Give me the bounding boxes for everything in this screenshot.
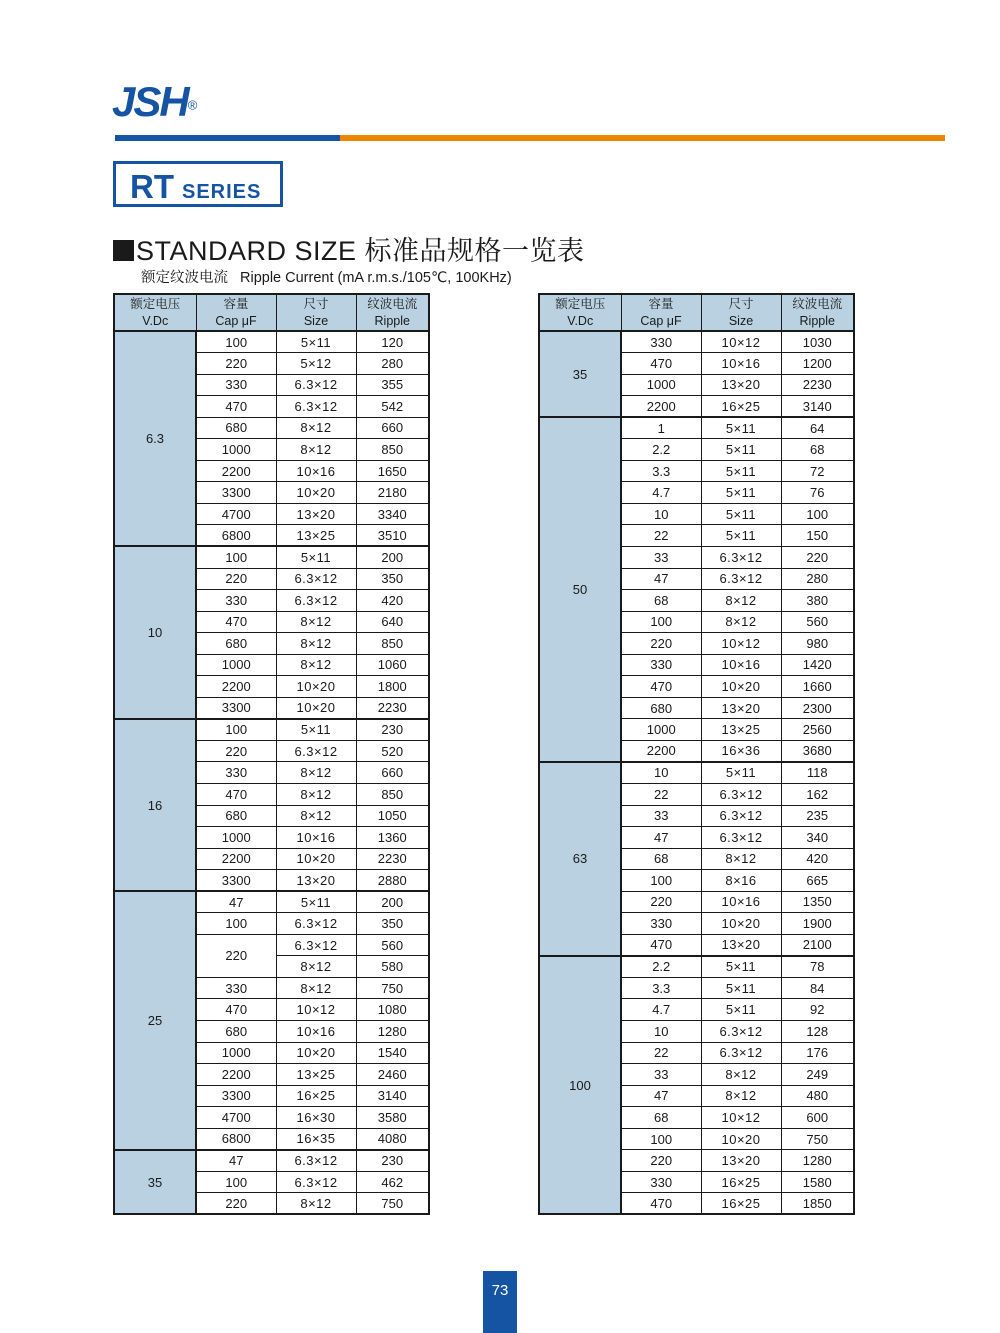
ripple-cell: 462 <box>356 1171 429 1193</box>
cap-cell: 470 <box>196 611 276 633</box>
ripple-cell: 850 <box>356 633 429 655</box>
ripple-cell: 560 <box>781 611 854 633</box>
ripple-cell: 480 <box>781 1085 854 1107</box>
cap-cell: 100 <box>621 870 701 892</box>
size-cell: 6.3×12 <box>701 827 781 849</box>
cap-cell: 680 <box>621 697 701 719</box>
size-cell: 10×16 <box>701 891 781 913</box>
table-row <box>114 331 429 353</box>
header-row <box>539 294 854 331</box>
size-cell: 6.3×12 <box>276 1150 356 1172</box>
cap-cell: 3300 <box>196 697 276 719</box>
cap-cell: 100 <box>196 546 276 568</box>
size-cell: 8×12 <box>701 611 781 633</box>
voltage-cell: 10 <box>114 546 196 718</box>
cap-cell: 220 <box>621 633 701 655</box>
ripple-cell: 68 <box>781 439 854 461</box>
cap-cell: 1000 <box>621 719 701 741</box>
size-cell: 13×20 <box>276 503 356 525</box>
ripple-cell: 3680 <box>781 740 854 762</box>
size-cell: 6.3×12 <box>701 1042 781 1064</box>
ripple-cell: 200 <box>356 546 429 568</box>
ripple-cell: 2230 <box>356 848 429 870</box>
cap-cell: 330 <box>196 590 276 612</box>
ripple-cell: 78 <box>781 956 854 978</box>
ripple-cell: 76 <box>781 482 854 504</box>
ripple-cell: 1420 <box>781 654 854 676</box>
size-cell: 6.3×12 <box>276 568 356 590</box>
cap-cell: 1000 <box>196 827 276 849</box>
size-cell: 10×20 <box>701 913 781 935</box>
ripple-cell: 2460 <box>356 1064 429 1086</box>
size-cell: 5×11 <box>701 482 781 504</box>
size-cell: 8×12 <box>276 633 356 655</box>
cap-cell: 47 <box>621 1085 701 1107</box>
col-header-cap: 容量 Cap μF <box>196 294 276 331</box>
size-cell: 16×30 <box>276 1107 356 1129</box>
size-cell: 5×11 <box>276 719 356 741</box>
ripple-cell: 850 <box>356 439 429 461</box>
size-cell: 8×12 <box>276 1193 356 1215</box>
ripple-cell: 420 <box>781 848 854 870</box>
cap-cell: 47 <box>621 568 701 590</box>
ripple-cell: 64 <box>781 417 854 439</box>
cap-cell: 470 <box>621 676 701 698</box>
cap-cell: 3300 <box>196 1085 276 1107</box>
ripple-cell: 3580 <box>356 1107 429 1129</box>
ripple-cell: 1650 <box>356 460 429 482</box>
ripple-cell: 750 <box>356 977 429 999</box>
cap-cell: 4700 <box>196 503 276 525</box>
cap-cell: 4.7 <box>621 999 701 1021</box>
ripple-cell: 1050 <box>356 805 429 827</box>
size-cell: 10×20 <box>276 848 356 870</box>
cap-cell: 100 <box>196 331 276 353</box>
table-row <box>539 956 854 978</box>
ripple-cell: 665 <box>781 870 854 892</box>
size-cell: 10×12 <box>701 633 781 655</box>
ripple-cell: 230 <box>356 1150 429 1172</box>
size-cell: 16×36 <box>701 740 781 762</box>
size-cell: 5×11 <box>701 460 781 482</box>
col-header-voltage: 额定电压 V.Dc <box>114 294 196 331</box>
size-cell: 6.3×12 <box>701 1021 781 1043</box>
ripple-cell: 2300 <box>781 697 854 719</box>
subtitle-en: Ripple Current (mA r.m.s./105℃, 100KHz) <box>240 270 512 286</box>
series-name: RT <box>130 168 174 205</box>
table-row <box>114 719 429 741</box>
cap-cell: 220 <box>621 1150 701 1172</box>
ripple-cell: 1360 <box>356 827 429 849</box>
cap-cell: 330 <box>621 331 701 353</box>
size-cell: 6.3×12 <box>276 934 356 956</box>
cap-cell: 1000 <box>196 1042 276 1064</box>
ripple-cell: 2880 <box>356 870 429 892</box>
size-cell: 10×20 <box>701 676 781 698</box>
ripple-cell: 1540 <box>356 1042 429 1064</box>
size-cell: 13×25 <box>701 719 781 741</box>
header-rule-orange <box>340 135 945 141</box>
header-rule <box>115 135 945 141</box>
size-cell: 5×11 <box>701 956 781 978</box>
ripple-cell: 235 <box>781 805 854 827</box>
cap-cell: 68 <box>621 1107 701 1129</box>
size-cell: 6.3×12 <box>701 783 781 805</box>
cap-cell: 220 <box>196 740 276 762</box>
cap-cell: 680 <box>196 417 276 439</box>
size-cell: 8×12 <box>276 611 356 633</box>
size-cell: 10×20 <box>276 1042 356 1064</box>
cap-cell: 33 <box>621 805 701 827</box>
size-cell: 5×11 <box>276 331 356 353</box>
cap-cell: 22 <box>621 525 701 547</box>
size-cell: 10×16 <box>701 353 781 375</box>
ripple-cell: 92 <box>781 999 854 1021</box>
ripple-cell: 1850 <box>781 1193 854 1215</box>
ripple-cell: 520 <box>356 740 429 762</box>
ripple-cell: 420 <box>356 590 429 612</box>
ripple-cell: 2230 <box>781 374 854 396</box>
size-cell: 16×25 <box>701 396 781 418</box>
table-row <box>114 546 429 568</box>
cap-cell: 100 <box>621 611 701 633</box>
cap-cell: 2200 <box>196 848 276 870</box>
cap-cell: 10 <box>621 503 701 525</box>
cap-cell: 2.2 <box>621 956 701 978</box>
ripple-cell: 350 <box>356 568 429 590</box>
cap-cell: 1 <box>621 417 701 439</box>
ripple-cell: 3510 <box>356 525 429 547</box>
brand-logo <box>112 78 197 126</box>
cap-cell: 470 <box>621 1193 701 1215</box>
col-header-ripple: 纹波电流 Ripple <box>356 294 429 331</box>
ripple-cell: 280 <box>781 568 854 590</box>
ripple-cell: 850 <box>356 783 429 805</box>
ripple-cell: 230 <box>356 719 429 741</box>
ripple-cell: 150 <box>781 525 854 547</box>
size-cell: 5×11 <box>701 999 781 1021</box>
size-cell: 8×12 <box>276 783 356 805</box>
size-cell: 10×12 <box>701 1107 781 1129</box>
ripple-cell: 84 <box>781 977 854 999</box>
size-cell: 13×25 <box>276 1064 356 1086</box>
cap-cell: 330 <box>196 762 276 784</box>
size-cell: 10×16 <box>701 654 781 676</box>
cap-cell: 220 <box>196 568 276 590</box>
ripple-cell: 1280 <box>356 1021 429 1043</box>
ripple-cell: 580 <box>356 956 429 978</box>
ripple-cell: 100 <box>781 503 854 525</box>
ripple-cell: 340 <box>781 827 854 849</box>
size-cell: 16×25 <box>701 1171 781 1193</box>
ripple-cell: 1280 <box>781 1150 854 1172</box>
table-row <box>114 1150 429 1172</box>
header-row <box>114 294 429 331</box>
ripple-cell: 1660 <box>781 676 854 698</box>
size-cell: 13×20 <box>701 374 781 396</box>
ripple-cell: 200 <box>356 891 429 913</box>
size-cell: 6.3×12 <box>276 740 356 762</box>
ripple-cell: 1080 <box>356 999 429 1021</box>
size-cell: 16×25 <box>701 1193 781 1215</box>
size-cell: 8×12 <box>276 956 356 978</box>
size-cell: 10×20 <box>701 1128 781 1150</box>
size-cell: 8×12 <box>701 1085 781 1107</box>
cap-cell: 680 <box>196 633 276 655</box>
ripple-cell: 118 <box>781 762 854 784</box>
cap-cell: 2200 <box>621 396 701 418</box>
ripple-cell: 542 <box>356 396 429 418</box>
cap-cell: 33 <box>621 546 701 568</box>
registered-mark: ® <box>187 97 198 113</box>
size-cell: 16×35 <box>276 1128 356 1150</box>
size-cell: 6.3×12 <box>701 546 781 568</box>
size-cell: 6.3×12 <box>276 913 356 935</box>
cap-cell: 4700 <box>196 1107 276 1129</box>
series-title-box <box>113 161 283 207</box>
spec-table-right <box>538 293 855 1215</box>
cap-cell: 6800 <box>196 525 276 547</box>
size-cell: 8×12 <box>701 848 781 870</box>
cap-cell: 470 <box>196 396 276 418</box>
voltage-cell: 63 <box>539 762 621 956</box>
cap-cell: 22 <box>621 1042 701 1064</box>
size-cell: 5×11 <box>276 891 356 913</box>
size-cell: 8×12 <box>276 762 356 784</box>
ripple-cell: 128 <box>781 1021 854 1043</box>
cap-cell: 100 <box>196 1171 276 1193</box>
table-row <box>539 417 854 439</box>
col-header-voltage: 额定电压 V.Dc <box>539 294 621 331</box>
series-suffix: SERIES <box>182 181 262 203</box>
cap-cell: 100 <box>196 719 276 741</box>
cap-cell: 470 <box>621 353 701 375</box>
cap-cell: 470 <box>196 999 276 1021</box>
col-header-size: 尺寸 Size <box>276 294 356 331</box>
spec-table-left <box>113 293 430 1215</box>
size-cell: 13×20 <box>701 934 781 956</box>
ripple-cell: 660 <box>356 417 429 439</box>
ripple-cell: 2230 <box>356 697 429 719</box>
cap-cell: 680 <box>196 1021 276 1043</box>
voltage-cell: 6.3 <box>114 331 196 546</box>
cap-cell: 1000 <box>196 439 276 461</box>
page-number-tab <box>483 1271 517 1333</box>
ripple-cell: 1580 <box>781 1171 854 1193</box>
table-row <box>539 331 854 353</box>
size-cell: 5×11 <box>701 977 781 999</box>
size-cell: 16×25 <box>276 1085 356 1107</box>
size-cell: 13×20 <box>276 870 356 892</box>
subtitle-cn: 额定纹波电流 <box>141 270 228 286</box>
size-cell: 5×11 <box>701 762 781 784</box>
ripple-cell: 660 <box>356 762 429 784</box>
voltage-cell: 50 <box>539 417 621 762</box>
size-cell: 8×12 <box>276 654 356 676</box>
cap-cell: 47 <box>196 1150 276 1172</box>
ripple-cell: 350 <box>356 913 429 935</box>
section-subtitle <box>141 266 512 287</box>
size-cell: 6.3×12 <box>276 1171 356 1193</box>
ripple-cell: 600 <box>781 1107 854 1129</box>
ripple-cell: 380 <box>781 590 854 612</box>
size-cell: 13×20 <box>701 697 781 719</box>
cap-cell: 680 <box>196 805 276 827</box>
ripple-cell: 176 <box>781 1042 854 1064</box>
ripple-cell: 162 <box>781 783 854 805</box>
cap-cell: 330 <box>621 913 701 935</box>
cap-cell: 47 <box>621 827 701 849</box>
ripple-cell: 980 <box>781 633 854 655</box>
cap-cell: 10 <box>621 1021 701 1043</box>
size-cell: 10×16 <box>276 1021 356 1043</box>
size-cell: 10×16 <box>276 460 356 482</box>
cap-cell: 1000 <box>196 654 276 676</box>
cap-cell: 33 <box>621 1064 701 1086</box>
size-cell: 13×20 <box>701 1150 781 1172</box>
size-cell: 10×12 <box>276 999 356 1021</box>
size-cell: 6.3×12 <box>701 568 781 590</box>
cap-cell: 2200 <box>196 460 276 482</box>
ripple-cell: 1060 <box>356 654 429 676</box>
ripple-cell: 1350 <box>781 891 854 913</box>
size-cell: 5×11 <box>701 525 781 547</box>
header-rule-blue <box>115 135 340 141</box>
col-header-ripple: 纹波电流 Ripple <box>781 294 854 331</box>
ripple-cell: 750 <box>356 1193 429 1215</box>
cap-cell: 3.3 <box>621 460 701 482</box>
size-cell: 10×20 <box>276 482 356 504</box>
ripple-cell: 1900 <box>781 913 854 935</box>
logo-text: JSH <box>112 78 188 125</box>
voltage-cell: 100 <box>539 956 621 1215</box>
cap-cell: 220 <box>196 1193 276 1215</box>
size-cell: 13×25 <box>276 525 356 547</box>
size-cell: 5×11 <box>701 503 781 525</box>
size-cell: 5×11 <box>276 546 356 568</box>
col-header-size: 尺寸 Size <box>701 294 781 331</box>
cap-cell: 220 <box>621 891 701 913</box>
ripple-cell: 2100 <box>781 934 854 956</box>
cap-cell: 3300 <box>196 870 276 892</box>
size-cell: 5×12 <box>276 353 356 375</box>
ripple-cell: 2180 <box>356 482 429 504</box>
ripple-cell: 72 <box>781 460 854 482</box>
size-cell: 10×16 <box>276 827 356 849</box>
cap-cell: 330 <box>621 654 701 676</box>
table-row <box>539 762 854 784</box>
table-row <box>114 891 429 913</box>
size-cell: 8×12 <box>276 439 356 461</box>
cap-cell: 68 <box>621 848 701 870</box>
cap-cell: 2200 <box>196 676 276 698</box>
cap-cell: 330 <box>196 374 276 396</box>
ripple-cell: 640 <box>356 611 429 633</box>
cap-cell: 330 <box>196 977 276 999</box>
page-number: 73 <box>491 1282 509 1299</box>
size-cell: 8×12 <box>701 1064 781 1086</box>
title-square-bullet <box>113 240 134 261</box>
cap-cell: 22 <box>621 783 701 805</box>
cap-cell: 330 <box>621 1171 701 1193</box>
size-cell: 6.3×12 <box>276 374 356 396</box>
cap-cell: 2200 <box>621 740 701 762</box>
ripple-cell: 2560 <box>781 719 854 741</box>
size-cell: 6.3×12 <box>701 805 781 827</box>
ripple-cell: 1200 <box>781 353 854 375</box>
voltage-cell: 16 <box>114 719 196 891</box>
voltage-cell: 35 <box>539 331 621 417</box>
spec-table <box>538 293 855 1215</box>
cap-cell: 220 <box>196 934 276 977</box>
size-cell: 8×12 <box>276 977 356 999</box>
ripple-cell: 1030 <box>781 331 854 353</box>
cap-cell: 68 <box>621 590 701 612</box>
voltage-cell: 25 <box>114 891 196 1150</box>
cap-cell: 2200 <box>196 1064 276 1086</box>
cap-cell: 4.7 <box>621 482 701 504</box>
size-cell: 8×12 <box>276 805 356 827</box>
ripple-cell: 4080 <box>356 1128 429 1150</box>
size-cell: 5×11 <box>701 439 781 461</box>
size-cell: 5×11 <box>701 417 781 439</box>
ripple-cell: 3140 <box>781 396 854 418</box>
section-title-text: STANDARD SIZE 标准品规格一览表 <box>136 236 585 266</box>
size-cell: 10×20 <box>276 676 356 698</box>
ripple-cell: 3340 <box>356 503 429 525</box>
col-header-cap: 容量 Cap μF <box>621 294 701 331</box>
cap-cell: 100 <box>621 1128 701 1150</box>
cap-cell: 6800 <box>196 1128 276 1150</box>
ripple-cell: 220 <box>781 546 854 568</box>
ripple-cell: 560 <box>356 934 429 956</box>
size-cell: 10×20 <box>276 697 356 719</box>
voltage-cell: 35 <box>114 1150 196 1215</box>
cap-cell: 3300 <box>196 482 276 504</box>
ripple-cell: 249 <box>781 1064 854 1086</box>
ripple-cell: 280 <box>356 353 429 375</box>
cap-cell: 470 <box>196 783 276 805</box>
ripple-cell: 3140 <box>356 1085 429 1107</box>
cap-cell: 220 <box>196 353 276 375</box>
cap-cell: 1000 <box>621 374 701 396</box>
ripple-cell: 120 <box>356 331 429 353</box>
ripple-cell: 750 <box>781 1128 854 1150</box>
size-cell: 8×16 <box>701 870 781 892</box>
ripple-cell: 355 <box>356 374 429 396</box>
cap-cell: 100 <box>196 913 276 935</box>
size-cell: 10×12 <box>701 331 781 353</box>
size-cell: 6.3×12 <box>276 590 356 612</box>
cap-cell: 3.3 <box>621 977 701 999</box>
ripple-cell: 1800 <box>356 676 429 698</box>
cap-cell: 47 <box>196 891 276 913</box>
size-cell: 8×12 <box>276 417 356 439</box>
cap-cell: 2.2 <box>621 439 701 461</box>
cap-cell: 470 <box>621 934 701 956</box>
size-cell: 6.3×12 <box>276 396 356 418</box>
cap-cell: 10 <box>621 762 701 784</box>
section-title <box>113 229 585 268</box>
size-cell: 8×12 <box>701 590 781 612</box>
spec-table <box>113 293 430 1215</box>
